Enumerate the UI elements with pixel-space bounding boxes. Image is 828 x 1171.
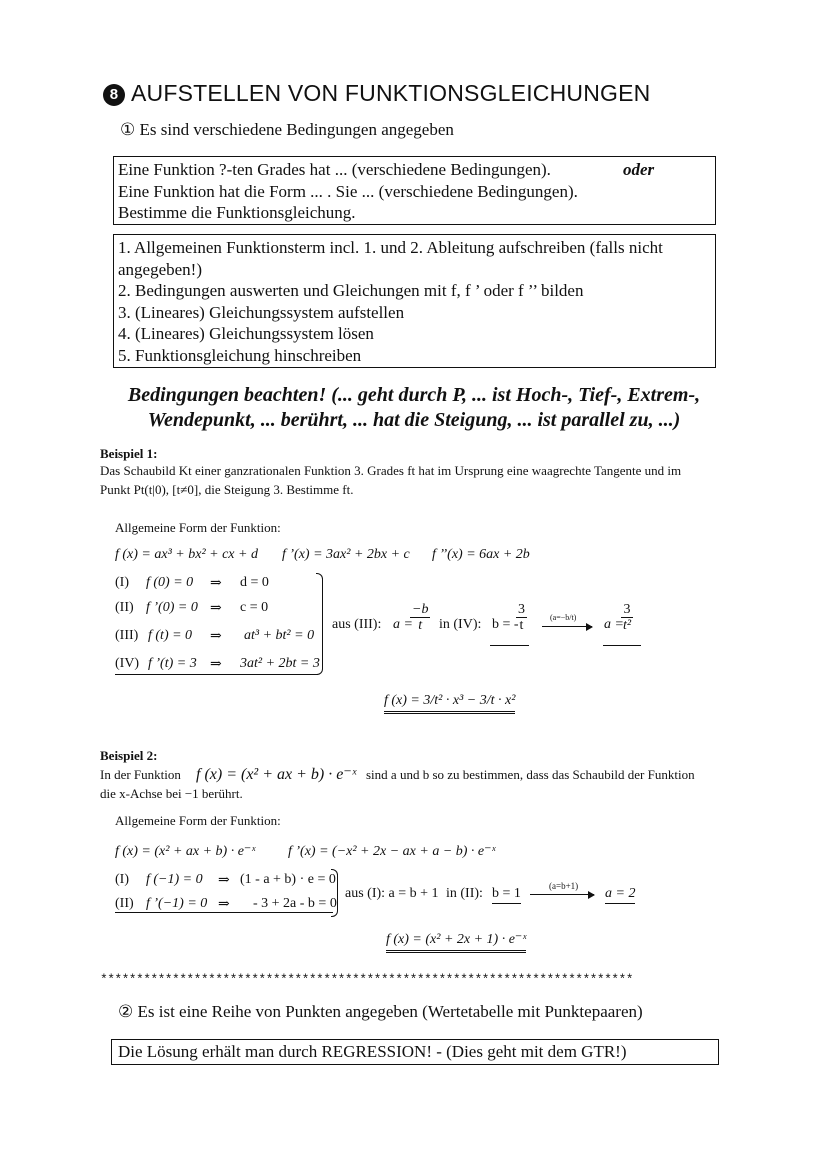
- page-title-text: AUFSTELLEN VON FUNKTIONSGLEICHUNGEN: [131, 80, 651, 106]
- regression-box: [111, 1039, 719, 1065]
- example2-text-pre: In der Funktion: [100, 767, 181, 782]
- implies-icon: ⇒: [210, 601, 222, 616]
- implies-icon: ⇒: [210, 629, 222, 644]
- example2-heading: Beispiel 2:: [100, 748, 158, 763]
- note-line-1: Bedingungen beachten! (... geht durch P, ... ist Hoch-, Tief-, Extrem-,: [127, 384, 701, 406]
- or-label: oder: [623, 160, 655, 179]
- ex2-row-1-label: (I): [115, 872, 129, 887]
- example1-general-label: Allgemeine Form der Funktion:: [115, 520, 281, 535]
- ex1-a-frac: [410, 602, 430, 633]
- ex1-a-den: t: [418, 618, 423, 633]
- ex1-b-underline: [490, 645, 529, 646]
- step-2: 2. Bedingungen auswerten und Gleichungen mit f, f ’ oder f ’’ bilden: [118, 281, 584, 300]
- arrow-right-icon: [530, 894, 594, 895]
- page-title: [103, 80, 650, 107]
- brace-right-icon: [331, 869, 338, 917]
- step-3: 3. (Lineares) Gleichungssystem aufstellen: [118, 302, 405, 322]
- task-line-1: Eine Funktion ?-ten Grades hat ... (verschiedene Bedingungen).: [118, 160, 551, 179]
- section1-heading: ① Es sind verschiedene Bedingungen angegeben: [120, 120, 454, 139]
- section2-heading: ② Es ist eine Reihe von Punkten angegeben (Wertetabelle mit Punktepaaren): [118, 1002, 643, 1021]
- ex2-in-ii: in (II):: [446, 886, 483, 901]
- task-line-2: Eine Funktion hat die Form ... . Sie ... (verschiedene Bedingungen).: [118, 181, 578, 201]
- ex2-result: f (x) = (x² + 2x + 1) · e⁻ˣ: [386, 931, 526, 953]
- example2-general-label: Allgemeine Form der Funktion:: [115, 813, 281, 828]
- ex1-row-3-res: at³ + bt² = 0: [244, 628, 315, 643]
- ex2-a-res: a = 2: [605, 886, 635, 904]
- task-line-3: Bestimme die Funktionsgleichung.: [118, 203, 356, 222]
- implies-icon: ⇒: [218, 897, 230, 912]
- task-box: [113, 156, 716, 225]
- ex1-b-eq: b = -: [492, 617, 519, 632]
- ex1-row-4-label: (IV): [115, 656, 140, 671]
- ex1-b-num: 3: [518, 602, 525, 617]
- ex1-a-res-frac: [621, 602, 633, 633]
- step-1a: 1. Allgemeinen Funktionsterm incl. 1. und 2. Ableitung aufschreiben (falls nicht: [118, 238, 663, 257]
- step-4: 4. (Lineares) Gleichungssystem lösen: [118, 324, 374, 343]
- example1-text-1: Das Schaubild Kt einer ganzrationalen Funktion 3. Grades ft hat im Ursprung eine waagrechte Tangente und im: [100, 463, 682, 478]
- implies-icon: ⇒: [210, 657, 222, 672]
- star-divider: **************************************************************************: [100, 972, 633, 987]
- regression-text: Die Lösung erhält man durch REGRESSION! - (Dies geht mit dem GTR!): [118, 1042, 627, 1061]
- step-1b: angegeben!): [118, 259, 203, 279]
- example2-f: f (x) = (x² + ax + b) · e⁻ˣ: [115, 844, 256, 859]
- example1-heading: Beispiel 1:: [100, 446, 158, 461]
- step-5: 5. Funktionsgleichung hinschreiben: [118, 345, 362, 365]
- ex1-a-eq: a =: [393, 617, 413, 632]
- ex1-row-1-res: d = 0: [240, 575, 269, 590]
- ex2-b-res: b = 1: [492, 886, 521, 904]
- ex1-row-1-label: (I): [115, 575, 129, 590]
- arrow-right-icon: [542, 626, 592, 627]
- ex1-row-2-label: (II): [115, 600, 134, 615]
- ex1-result: f (x) = 3/t² · x³ − 3/t · x²: [384, 693, 515, 714]
- example1-f-double-prime: f ’’(x) = 6ax + 2b: [432, 547, 530, 562]
- ex1-row-3-cond: f (t) = 0: [148, 628, 193, 643]
- ex1-row-1-cond: f (0) = 0: [146, 575, 194, 590]
- example1-f-prime: f ’(x) = 3ax² + 2bx + c: [282, 547, 410, 562]
- ex1-a-res-num: 3: [621, 602, 633, 618]
- ex1-row-4-cond: f ’(t) = 3: [148, 656, 197, 671]
- ex2-row-2-cond: f ’(−1) = 0: [146, 896, 208, 911]
- ex2-row-2-label: (II): [115, 896, 134, 911]
- ex1-b-den: t: [519, 618, 524, 633]
- section-number-badge: 8: [103, 84, 125, 106]
- brace-right-icon: [316, 573, 323, 675]
- ex1-row-4-res: 3at² + 2bt = 3: [240, 656, 320, 671]
- ex1-row-2-cond: f ’(0) = 0: [146, 600, 198, 615]
- ex2-aus: aus (I): a = b + 1: [345, 886, 439, 901]
- ex2-row-1-cond: f (−1) = 0: [146, 872, 203, 887]
- ex1-aus: aus (III):: [332, 617, 382, 632]
- implies-icon: ⇒: [218, 873, 230, 888]
- note-line-2: Wendepunkt, ... berührt, ... hat die Steigung, ... ist parallel zu, ...): [147, 409, 681, 431]
- ex1-row-3-label: (III): [115, 628, 139, 643]
- example2-text-2: die x-Achse bei −1 berührt.: [100, 786, 243, 801]
- ex1-row-2-res: c = 0: [240, 600, 269, 615]
- example2-f-prime: f ’(x) = (−x² + 2x − ax + a − b) · e⁻ˣ: [288, 844, 496, 859]
- ex1-a-num: −b: [412, 602, 429, 617]
- ex1-arrow-label: (a=−b/t): [550, 613, 577, 622]
- example2-text-post: sind a und b so zu bestimmen, dass das Schaubild der Funktion: [366, 767, 695, 782]
- ex1-a-underline: [603, 645, 641, 646]
- ex1-b-frac: [516, 602, 527, 633]
- steps-box: [113, 234, 716, 368]
- example1-text-2: Punkt Pt(t|0), [t≠0], die Steigung 3. Bestimme ft.: [100, 482, 354, 497]
- ex2-row-2-res: - 3 + 2a - b = 0: [253, 896, 337, 911]
- ex2-arrow-label: (a=b+1): [549, 881, 579, 891]
- ex1-in-iv: in (IV):: [439, 617, 482, 632]
- example2-function: f (x) = (x² + ax + b) · e⁻ˣ: [196, 766, 357, 783]
- example1-f: f (x) = ax³ + bx² + cx + d: [115, 547, 258, 562]
- ex2-row-1-res: (1 - a + b) · e = 0: [240, 872, 336, 887]
- ex1-a-res-den: t²: [623, 618, 632, 633]
- implies-icon: ⇒: [210, 576, 222, 591]
- ex1-a-res: a =: [604, 617, 624, 632]
